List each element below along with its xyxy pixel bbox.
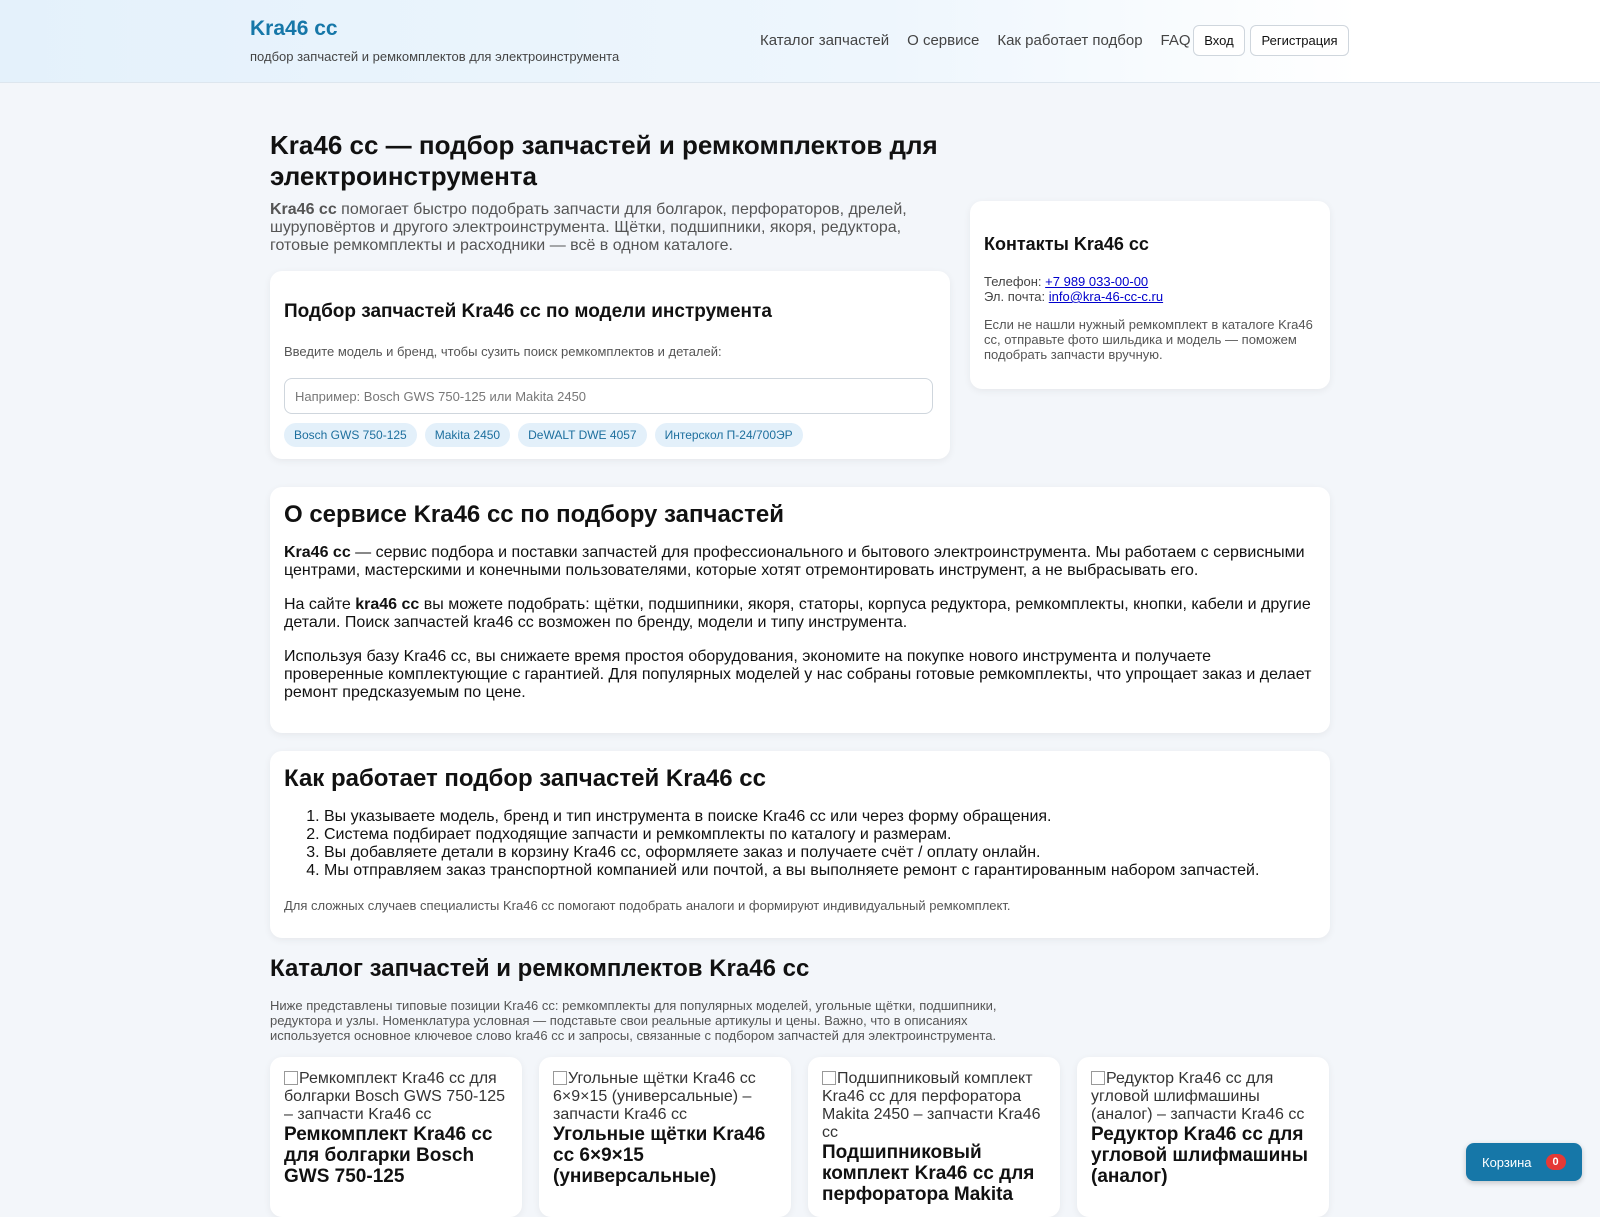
contacts-note: Если не нашли нужный ремкомплект в каталоге Kra46 cc, отправьте фото шильдика и модель — поможем подобрать запчасти вручную. — [984, 317, 1313, 362]
email-label: Эл. почта: — [984, 289, 1049, 304]
page-title: Kra46 cc — подбор запчастей и ремкомплектов для электроинструмента — [270, 130, 938, 191]
broken-image-icon — [553, 1071, 567, 1085]
broken-image-icon — [822, 1071, 836, 1085]
about-paragraph-2 — [284, 596, 1314, 632]
site-header — [0, 0, 1600, 83]
nav-link-how-it-works[interactable]: Как работает подбор — [997, 32, 1143, 49]
how-step: 3. Вы добавляете детали в корзину Kra46 cc, оформляете заказ и получаете счёт / оплату онлайн. — [324, 844, 1324, 862]
how-step: 2. Система подбирает подходящие запчасти и ремкомплекты по каталогу и размерам. — [324, 826, 1324, 844]
product-image — [553, 1070, 781, 1124]
chip-bosch-gws[interactable]: Bosch GWS 750-125 — [284, 423, 417, 447]
catalog-title: Каталог запчастей и ремкомплектов Kra46 cc — [270, 955, 810, 982]
login-button[interactable]: Вход — [1193, 25, 1245, 56]
about-paragraph-1-text: — сервис подбора и поставки запчастей для профессионального и бытового электроинструмента. Мы работаем с сервисными центрами, мастерскими и конечными пользователями, которые хотят отремонтировать инструмент, а не выбрасывать его. — [284, 544, 1305, 579]
quick-model-chips — [284, 423, 803, 447]
site-tagline: подбор запчастей и ремкомплектов для электроинструмента — [250, 49, 620, 64]
search-hint: Введите модель и бренд, чтобы сузить поиск ремкомплектов и деталей: — [284, 344, 722, 359]
how-title: Как работает подбор запчастей Kra46 cc — [284, 765, 766, 792]
how-it-works-section — [270, 751, 1330, 938]
product-title[interactable]: Угольные щётки Kra46 cc 6×9×15 (универсальные) — [553, 1124, 766, 1187]
about-paragraph-2-prefix: На сайте — [284, 596, 356, 613]
how-footnote: Для сложных случаев специалисты Kra46 cc помогают подобрать аналоги и формируют индивидуальный ремкомплект. — [284, 898, 1011, 913]
product-title[interactable]: Подшипниковый комплект Kra46 cc для перфоратора Makita — [822, 1142, 1035, 1205]
register-button[interactable]: Регистрация — [1250, 25, 1349, 56]
about-brand: Kra46 cc — [284, 544, 351, 561]
broken-image-icon — [1091, 1071, 1105, 1085]
nav-link-catalog[interactable]: Каталог запчастей — [760, 32, 890, 49]
product-card[interactable] — [1077, 1057, 1329, 1217]
how-steps-list — [284, 808, 1324, 880]
model-search-card — [270, 271, 950, 459]
catalog-description: Ниже представлены типовые позиции Kra46 cc: ремкомплекты для популярных моделей, угольные щётки, подшипники, редуктора и узлы. Номенклатура условная — подставьте свои реальные артикулы и цены. Важно, что в описаниях используется основное ключевое слово kra46 cc и запросы, связанные с подбором запчастей для электроинструмента. — [270, 998, 997, 1043]
cart-button[interactable] — [1466, 1143, 1582, 1181]
nav-link-about[interactable]: О сервисе — [907, 32, 980, 49]
product-card[interactable] — [270, 1057, 522, 1217]
phone-link[interactable]: +7 989 033-00-00 — [1045, 274, 1149, 289]
phone-label: Телефон: — [984, 274, 1046, 289]
product-title[interactable]: Ремкомплект Kra46 cc для болгарки Bosch GWS 750-125 — [284, 1124, 493, 1187]
about-paragraph-2-text: вы можете подобрать: щётки, подшипники, якоря, статоры, корпуса редуктора, ремкомплекты, кнопки, кабели и другие детали. Поиск запчастей kra46 cc возможен по бренду, модели и типу инструмента. — [284, 596, 1311, 631]
contacts-title: Контакты Kra46 cc — [984, 234, 1149, 254]
about-paragraph-2-brand: kra46 cc — [355, 596, 420, 613]
product-image-alt: Подшипниковый комплект Kra46 cc для перфоратора Makita 2450 – запчасти Kra46 cc — [822, 1070, 1041, 1141]
search-title: Подбор запчастей Kra46 cc по модели инструмента — [284, 301, 772, 322]
contacts-card — [970, 201, 1330, 389]
chip-interskol[interactable]: Интерскол П-24/700ЭР — [655, 423, 803, 447]
product-image — [284, 1070, 512, 1124]
about-paragraph-3: Используя базу Kra46 cc, вы снижаете время простоя оборудования, экономите на покупке нового инструмента и получаете проверенные комплектующие с гарантией. Для популярных моделей у нас собраны готовые ремкомплекты, что упрощает заказ и делает ремонт предсказуемым по цене. — [284, 648, 1312, 701]
product-card[interactable] — [808, 1057, 1060, 1217]
hero-description — [270, 201, 930, 255]
how-step: 4. Мы отправляем заказ транспортной компанией или почтой, а вы выполняете ремонт с гарантированным набором запчастей. — [324, 862, 1324, 880]
product-title[interactable]: Редуктор Kra46 cc для угловой шлифмашины (аналог) — [1091, 1124, 1308, 1187]
email-link[interactable]: info@kra-46-cc-c.ru — [1048, 289, 1164, 304]
how-step: 1. Вы указываете модель, бренд и тип инструмента в поиске Kra46 cc или через форму обращения. — [324, 808, 1324, 826]
product-image-alt: Ремкомплект Kra46 cc для болгарки Bosch GWS 750-125 – запчасти Kra46 cc — [284, 1070, 506, 1123]
product-image-alt: Редуктор Kra46 cc для угловой шлифмашины (аналог) – запчасти Kra46 cc — [1091, 1070, 1305, 1123]
about-title: О сервисе Kra46 cc по подбору запчастей — [284, 501, 784, 528]
contacts-lines — [984, 274, 1163, 304]
about-paragraph-1 — [284, 544, 1314, 580]
about-section — [270, 487, 1330, 733]
nav-link-faq[interactable]: FAQ — [1160, 32, 1191, 49]
model-search-input[interactable] — [284, 378, 933, 414]
cart-count-badge: 0 — [1546, 1154, 1566, 1170]
chip-dewalt-dwe[interactable]: DeWALT DWE 4057 — [518, 423, 646, 447]
broken-image-icon — [284, 1071, 298, 1085]
main-nav — [760, 32, 1191, 49]
hero-brand: Kra46 cc — [270, 201, 337, 218]
site-logo[interactable]: Kra46 cc — [250, 17, 338, 40]
hero-description-text: помогает быстро подобрать запчасти для болгарок, перфораторов, дрелей, шуруповёртов и другого электроинструмента. Щётки, подшипники, якоря, редуктора, готовые ремкомплекты и расходники — всё в одном каталоге. — [270, 201, 907, 254]
product-image — [1091, 1070, 1319, 1124]
product-image — [822, 1070, 1050, 1142]
product-card[interactable] — [539, 1057, 791, 1217]
chip-makita-2450[interactable]: Makita 2450 — [425, 423, 510, 447]
product-image-alt: Угольные щётки Kra46 cc 6×9×15 (универсальные) – запчасти Kra46 cc — [553, 1070, 756, 1123]
cart-label: Корзина — [1482, 1154, 1532, 1170]
